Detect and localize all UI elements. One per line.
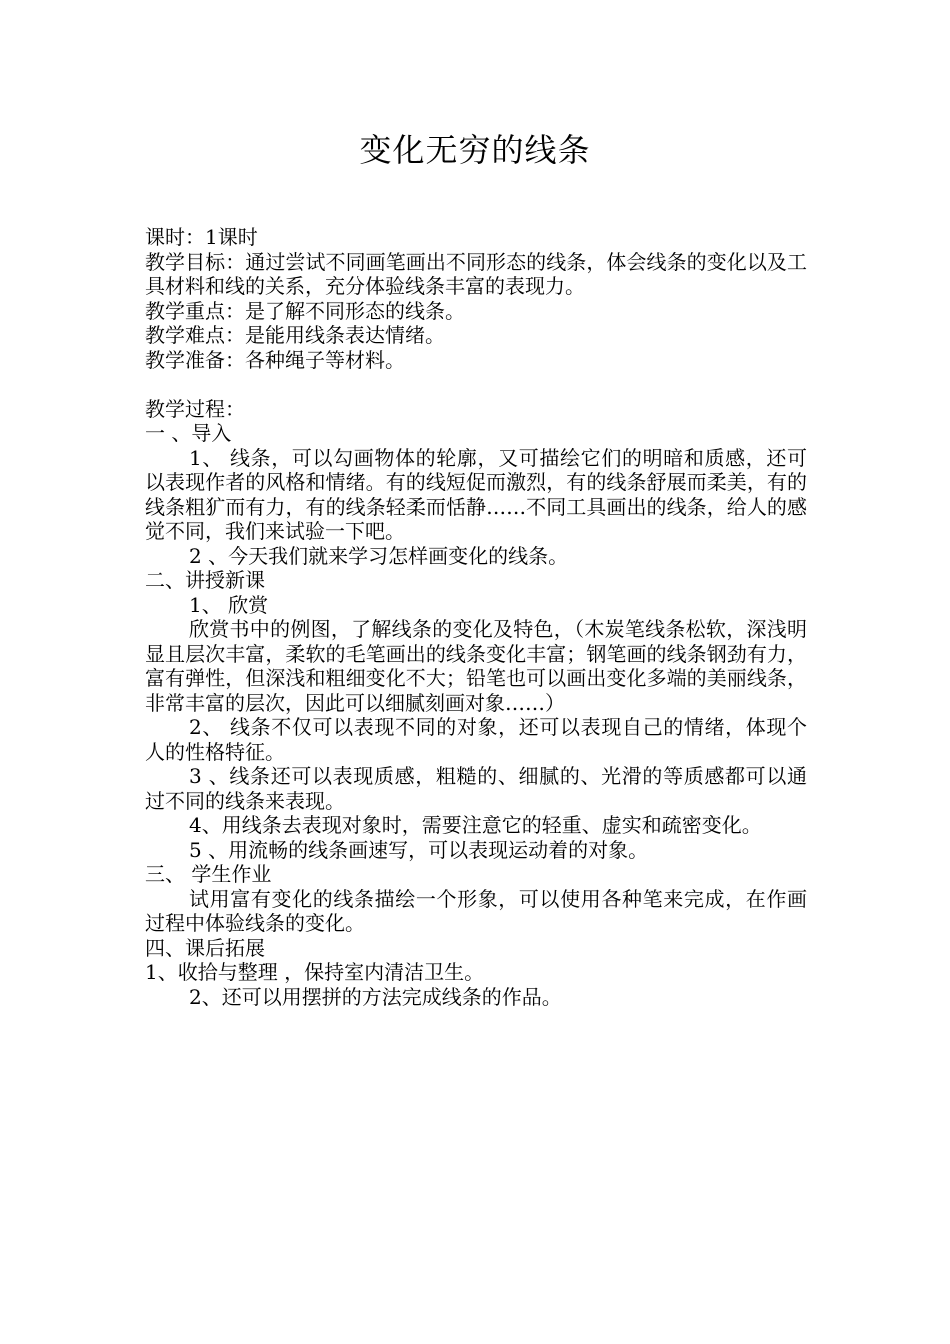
new-lesson-paragraph-2: 2、 线条不仅可以表现不同的对象，还可以表现自己的情绪，体现个人的性格特征。	[145, 715, 807, 764]
new-lesson-paragraph-5: 5 、用流畅的线条画速写，可以表现运动着的对象。	[189, 837, 649, 862]
blank-line	[145, 372, 807, 397]
teaching-difficulty: 教学难点：是能用线条表达情绪。	[145, 323, 445, 347]
introduction-paragraph-1: 1、 线条，可以勾画物体的轮廓，又可描绘它们的明暗和质感，还可以表现作者的风格和情绪。有的线短促而激烈，有的线条舒展而柔美，有的线条粗犷而有力，有的线条轻柔而恬静……不同工具画出的线条，给人的感觉不同，我们来试验一下吧。	[145, 445, 807, 543]
teaching-preparation: 教学准备：各种绳子等材料。	[145, 347, 405, 372]
appreciation-paragraph: 欣赏书中的例图，了解线条的变化及特色，（木炭笔线条松软，深浅明显且层次丰富，柔软的毛笔画出的线条变化丰富；钢笔画的线条钢劲有力，富有弹性，但深浅和粗细变化不大；铅笔也可以画出变化多端的美丽线条，非常丰富的层次，因此可以细腻刻画对象……）	[145, 617, 807, 715]
section-heading-student-work: 三、 学生作业	[145, 862, 272, 886]
new-lesson-paragraph-4: 4、用线条去表现对象时，需要注意它的轻重、虚实和疏密变化。	[189, 813, 762, 837]
document-body	[145, 225, 807, 1009]
introduction-paragraph-2: 2 、今天我们就来学习怎样画变化的线条。	[189, 543, 569, 568]
new-lesson-paragraph-3: 3 、线条还可以表现质感，粗糙的、细腻的、光滑的等质感都可以通过不同的线条来表现。	[145, 764, 807, 813]
appreciation-subheading: 1、 欣赏	[189, 592, 269, 617]
section-heading-extension: 四、课后拓展	[145, 935, 265, 960]
document-title: 变化无穷的线条	[359, 131, 591, 169]
process-heading: 教学过程：	[145, 396, 245, 421]
lesson-period: 课时：1课时	[145, 225, 258, 249]
student-work-paragraph: 试用富有变化的线条描绘一个形象，可以使用各种笔来完成，在作画过程中体验线条的变化。	[145, 886, 807, 935]
section-heading-introduction: 一 、导入	[145, 421, 232, 445]
section-heading-new-lesson: 二、讲授新课	[145, 568, 265, 592]
extension-item-1: 1、收拾与整理 ，保持室内清洁卫生。	[145, 960, 485, 984]
teaching-key-point: 教学重点：是了解不同形态的线条。	[145, 298, 465, 323]
extension-item-2: 2、还可以用摆拼的方法完成线条的作品。	[189, 984, 562, 1009]
teaching-objective: 教学目标：通过尝试不同画笔画出不同形态的线条，体会线条的变化以及工具材料和线的关系，充分体验线条丰富的表现力。	[145, 249, 807, 298]
